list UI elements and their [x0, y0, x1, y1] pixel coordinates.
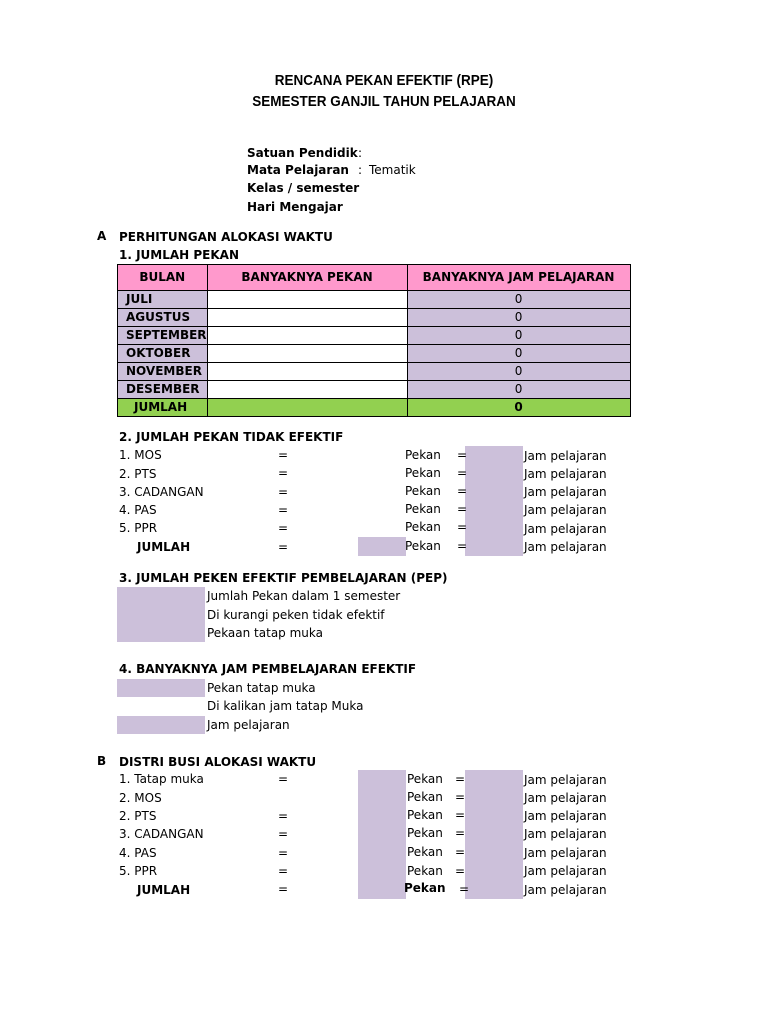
section-b-heading: DISTRI BUSI ALOKASI WAKTU [119, 755, 317, 769]
sub2-total-label: JUMLAH [137, 540, 191, 554]
total-weeks-cell [207, 399, 407, 417]
section-b-row-label: 2. MOS [119, 791, 162, 805]
info-label-satuan: Satuan Pendidik [247, 146, 358, 160]
section-b-row-label: 1. Tatap muka [119, 772, 204, 786]
sub2-total-unit: Pekan [405, 539, 441, 553]
info-sep-satuan: : [358, 146, 363, 160]
sub2-row-eq: = [278, 466, 289, 480]
section-b-total-eq: = [278, 882, 289, 896]
section-b-row-eq: = [278, 846, 289, 860]
section-b-row-hours-label: Jam pelajaran [524, 827, 607, 841]
hours-cell: 0 [407, 327, 630, 345]
section-b-row-eq2: = [455, 864, 466, 878]
section-b-letter: B [97, 754, 107, 768]
section-b-row-eq: = [278, 772, 289, 786]
sub2-row-eq2: = [457, 520, 468, 534]
col-header-bulan: BULAN [118, 265, 208, 291]
sub3-heading: 3. JUMLAH PEKEN EFEKTIF PEMBELAJARAN (PEP) [119, 571, 448, 585]
table-row [118, 309, 631, 327]
hours-cell: 0 [407, 345, 630, 363]
sub2-row-hours-label: Jam pelajaran [524, 467, 607, 481]
weeks-cell[interactable] [207, 291, 407, 309]
section-b-total-unit: Pekan [404, 881, 446, 895]
sub2-hours-input[interactable] [465, 446, 523, 556]
section-b-row-unit: Pekan [407, 790, 443, 804]
sub2-row-label: 3. CADANGAN [119, 485, 204, 499]
col-header-jam: BANYAKNYA JAM PELAJARAN [407, 265, 630, 291]
section-b-row-unit: Pekan [407, 864, 443, 878]
section-b-row-unit: Pekan [407, 845, 443, 859]
weeks-cell[interactable] [207, 381, 407, 399]
sub4-line: Di kalikan jam tatap Muka [207, 699, 364, 713]
sub2-heading: 2. JUMLAH PEKAN TIDAK EFEKTIF [119, 430, 344, 444]
month-cell: SEPTEMBER [118, 327, 208, 345]
table-total-row [118, 399, 631, 417]
sub2-row-hours-label: Jam pelajaran [524, 503, 607, 517]
info-label-hari: Hari Mengajar [247, 200, 343, 214]
sub2-row-eq: = [278, 503, 289, 517]
hours-cell: 0 [407, 309, 630, 327]
table-row [118, 381, 631, 399]
table-row [118, 363, 631, 381]
hours-cell: 0 [407, 291, 630, 309]
sub2-total-eq2: = [457, 539, 468, 553]
section-b-hours-input[interactable] [465, 770, 523, 899]
month-cell: NOVEMBER [118, 363, 208, 381]
sub2-row-eq: = [278, 485, 289, 499]
info-value-mapel: Tematik [369, 163, 416, 177]
table-row [118, 291, 631, 309]
sub2-row-unit: Pekan [405, 466, 441, 480]
weeks-cell[interactable] [207, 363, 407, 381]
sub2-row-label: 2. PTS [119, 467, 157, 481]
sub4-hours-input[interactable] [117, 716, 205, 734]
sub2-row-hours-label: Jam pelajaran [524, 485, 607, 499]
month-cell: AGUSTUS [118, 309, 208, 327]
section-b-row-hours-label: Jam pelajaran [524, 864, 607, 878]
section-b-row-eq2: = [455, 808, 466, 822]
sub2-row-eq2: = [457, 484, 468, 498]
section-b-row-eq2: = [455, 845, 466, 859]
table-row [118, 345, 631, 363]
section-b-row-label: 4. PAS [119, 846, 157, 860]
page-title: RENCANA PEKAN EFEKTIF (RPE) [274, 72, 494, 89]
sub2-row-label: 4. PAS [119, 503, 157, 517]
section-b-row-hours-label: Jam pelajaran [524, 773, 607, 787]
section-b-weeks-input[interactable] [358, 770, 406, 899]
sub2-total-weeks-input[interactable] [358, 537, 406, 556]
sub3-values-input[interactable] [117, 587, 205, 642]
section-b-row-unit: Pekan [407, 808, 443, 822]
sub3-line: Di kurangi peken tidak efektif [207, 608, 385, 622]
page-subtitle: SEMESTER GANJIL TAHUN PELAJARAN [252, 93, 516, 110]
section-b-total-eq2: = [459, 882, 470, 896]
sub1-heading: 1. JUMLAH PEKAN [119, 248, 240, 262]
weeks-cell[interactable] [207, 345, 407, 363]
section-b-row-eq2: = [455, 772, 466, 786]
jumlah-pekan-table [117, 264, 631, 417]
section-b-row-eq2: = [455, 826, 466, 840]
section-a-letter: A [97, 229, 107, 243]
section-b-row-label: 5. PPR [119, 864, 158, 878]
sub4-heading: 4. BANYAKNYA JAM PEMBELAJARAN EFEKTIF [119, 662, 417, 676]
weeks-cell[interactable] [207, 309, 407, 327]
sub2-row-unit: Pekan [405, 484, 441, 498]
section-b-row-unit: Pekan [407, 772, 443, 786]
sub2-total-hours-label: Jam pelajaran [524, 540, 607, 554]
sub2-row-label: 5. PPR [119, 521, 158, 535]
hours-cell: 0 [407, 363, 630, 381]
sub2-row-hours-label: Jam pelajaran [524, 449, 607, 463]
section-b-row-hours-label: Jam pelajaran [524, 791, 607, 805]
sub3-line: Pekaan tatap muka [207, 626, 323, 640]
section-b-row-eq2: = [455, 790, 466, 804]
sub3-line: Jumlah Pekan dalam 1 semester [207, 589, 401, 603]
table-row [118, 327, 631, 345]
total-label-cell: JUMLAH [118, 399, 208, 417]
sub4-line: Jam pelajaran [207, 718, 290, 732]
section-b-row-eq: = [278, 864, 289, 878]
table-header-row [118, 265, 631, 291]
section-b-row-hours-label: Jam pelajaran [524, 809, 607, 823]
sub2-row-eq2: = [457, 502, 468, 516]
sub4-weeks-input[interactable] [117, 679, 205, 697]
info-label-kelas: Kelas / semester [247, 181, 360, 195]
sub4-line: Pekan tatap muka [207, 681, 316, 695]
month-cell: JULI [118, 291, 208, 309]
section-b-row-label: 3. CADANGAN [119, 827, 204, 841]
section-b-row-eq: = [278, 809, 289, 823]
sub2-row-hours-label: Jam pelajaran [524, 522, 607, 536]
section-b-row-hours-label: Jam pelajaran [524, 846, 607, 860]
section-b-row-label: 2. PTS [119, 809, 157, 823]
info-label-mapel: Mata Pelajaran [247, 163, 349, 177]
total-hours-cell: 0 [407, 399, 630, 417]
sub2-row-eq: = [278, 521, 289, 535]
section-b-row-eq: = [278, 827, 289, 841]
sub2-row-eq2: = [457, 448, 468, 462]
section-b-total-label: JUMLAH [137, 883, 191, 897]
hours-cell: 0 [407, 381, 630, 399]
sub2-row-label: 1. MOS [119, 448, 162, 462]
month-cell: DESEMBER [118, 381, 208, 399]
sub2-row-eq: = [278, 448, 289, 462]
section-a-heading: PERHITUNGAN ALOKASI WAKTU [119, 230, 333, 244]
sub2-row-unit: Pekan [405, 448, 441, 462]
weeks-cell[interactable] [207, 327, 407, 345]
sub2-row-unit: Pekan [405, 502, 441, 516]
section-b-total-hours-label: Jam pelajaran [524, 883, 607, 897]
info-sep-mapel: : [358, 163, 363, 177]
sub2-row-unit: Pekan [405, 520, 441, 534]
sub2-total-eq: = [278, 540, 289, 554]
month-cell: OKTOBER [118, 345, 208, 363]
sub2-row-eq2: = [457, 466, 468, 480]
section-b-row-unit: Pekan [407, 826, 443, 840]
col-header-pekan: BANYAKNYA PEKAN [207, 265, 407, 291]
